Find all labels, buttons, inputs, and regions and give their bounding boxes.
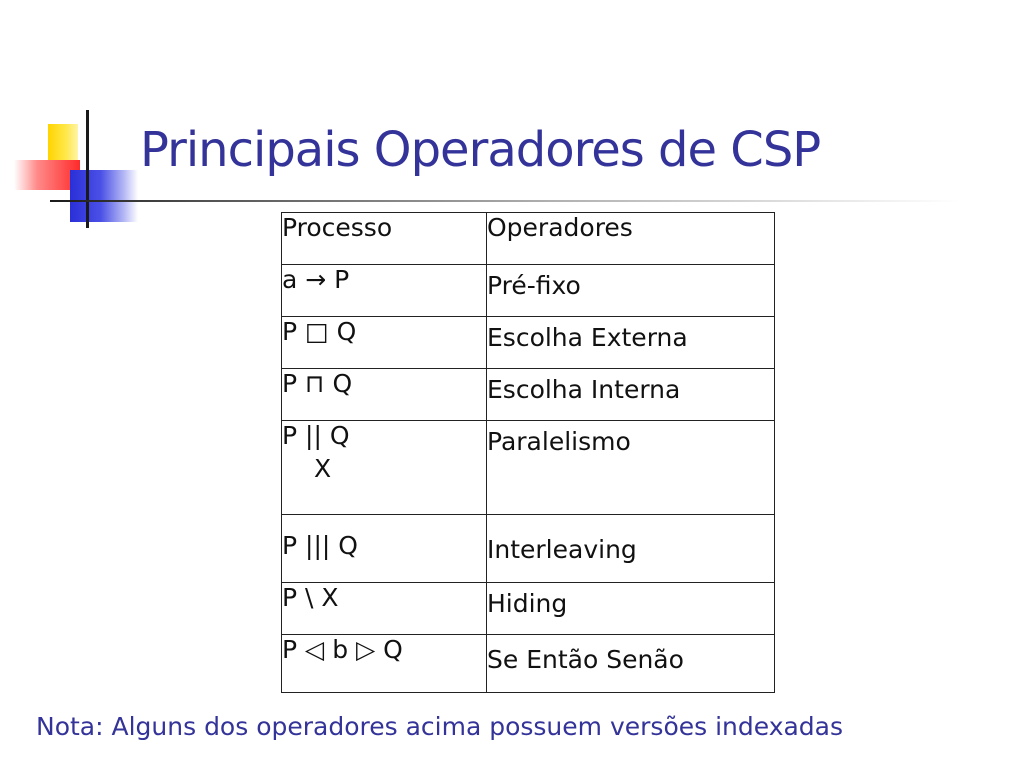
process-cell [282,317,487,369]
title-underline [50,200,960,202]
table-row [282,369,775,421]
process-cell [282,635,487,693]
operators-table [281,212,775,693]
table-row [282,421,775,515]
header-operators: Operadores [487,213,775,265]
process-expression: P ⊓ Q [282,369,353,398]
operator-cell: Paralelismo [487,421,775,515]
process-expression: a → P [282,265,350,294]
process-expression: P ||| Q [282,531,358,560]
process-cell [282,583,487,635]
process-expression: P ◁ b ▷ Q [282,635,403,664]
footnote: Nota: Alguns dos operadores acima possuem versões indexadas [36,712,844,741]
process-cell [282,515,487,583]
table-header-row [282,213,775,265]
operator-cell: Pré-fixo [487,265,775,317]
operator-cell: Escolha Interna [487,369,775,421]
operator-cell: Hiding [487,583,775,635]
table-row [282,265,775,317]
operator-cell: Interleaving [487,515,775,583]
process-subscript: X [314,454,332,483]
process-expression: P □ Q [282,317,357,346]
process-expression: P || Q [282,421,350,450]
table-row [282,317,775,369]
operator-cell: Se Então Senão [487,635,775,693]
process-cell [282,369,487,421]
operator-cell: Escolha Externa [487,317,775,369]
header-process: Processo [282,213,487,265]
logo-blue-square [70,170,138,222]
slide-title: Principais Operadores de CSP [140,122,821,178]
process-expression: P \ X [282,583,339,612]
process-cell [282,265,487,317]
process-cell [282,421,487,515]
table-row [282,635,775,693]
table-row [282,515,775,583]
logo-vertical-line [86,110,89,228]
table-row [282,583,775,635]
